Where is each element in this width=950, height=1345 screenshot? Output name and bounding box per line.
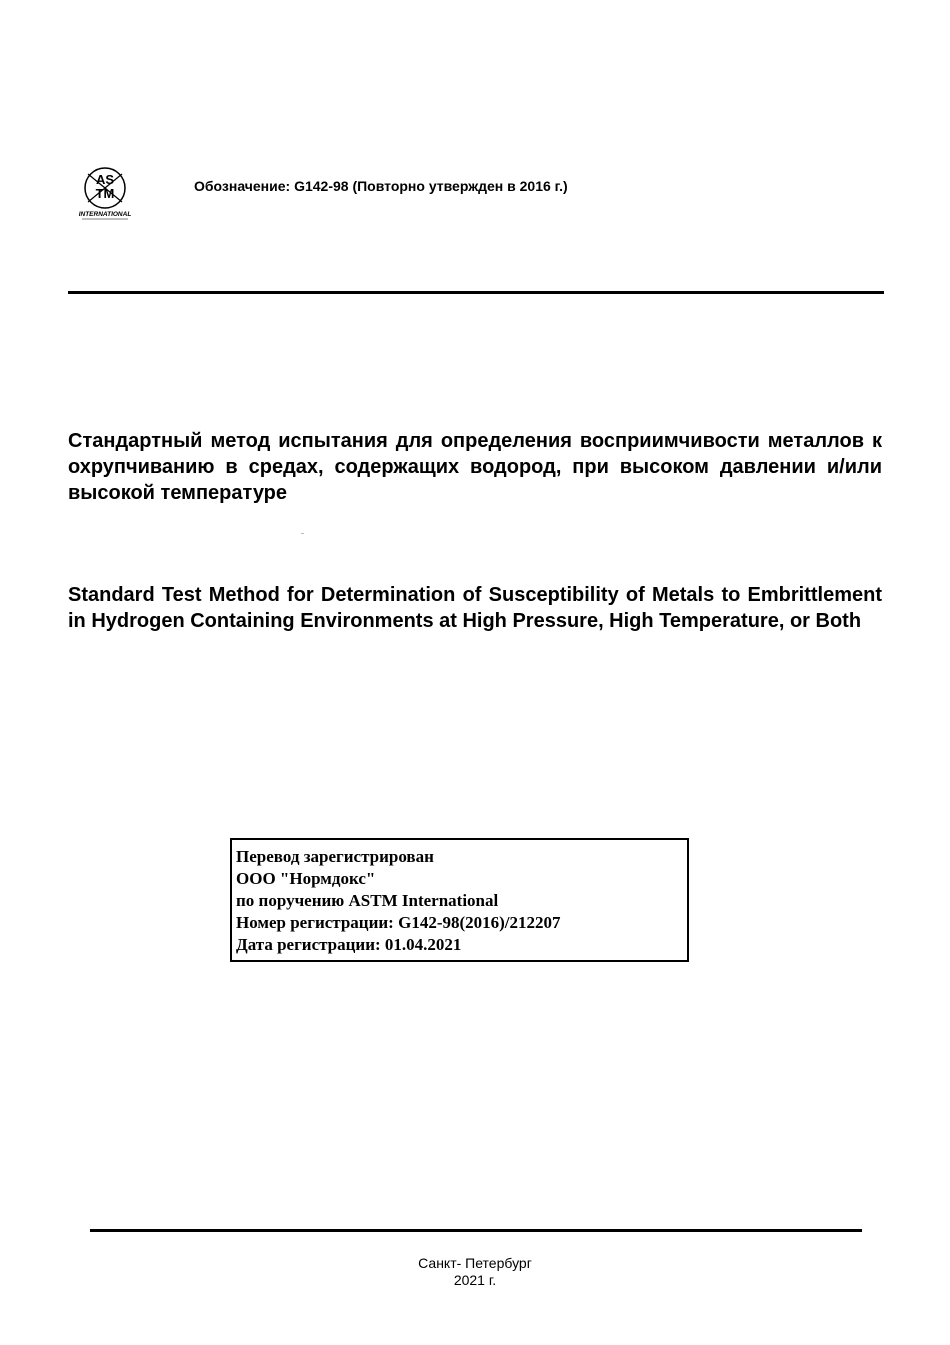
footer-year: 2021 г. [453,1272,497,1288]
bottom-divider [90,1229,862,1232]
svg-text:TM: TM [95,186,115,201]
registration-line: по поручению ASTM International [236,891,499,910]
registration-line: Перевод зарегистрирован [236,847,434,866]
registration-line: Номер регистрации: G142-98(2016)/212207 [236,913,561,932]
footer [0,1255,950,1289]
title-english: Standard Test Method for Determination of Susceptibility of Metals to Embrittlement in Hydrogen Containing Environments at High Pressure, High Temperature, or Both [68,584,882,632]
top-divider [68,291,884,294]
svg-text:INTERNATIONAL: INTERNATIONAL [78,211,132,218]
stray-mark [301,533,304,534]
title-russian: Стандартный метод испытания для определения восприимчивости металлов к охрупчиванию в средах, содержащих водород, при высоком давлении и/или высокой температуре [68,430,882,504]
registration-box [230,838,689,962]
footer-city: Санкт- Петербург [418,1255,532,1271]
registration-line: Дата регистрации: 01.04.2021 [236,935,462,954]
svg-text:AS: AS [95,172,115,187]
registration-line: ООО "Нормдокс" [236,869,376,888]
astm-logo-icon [78,164,132,222]
designation: Обозначение: G142-98 (Повторно утвержден в 2016 г.) [194,178,568,194]
